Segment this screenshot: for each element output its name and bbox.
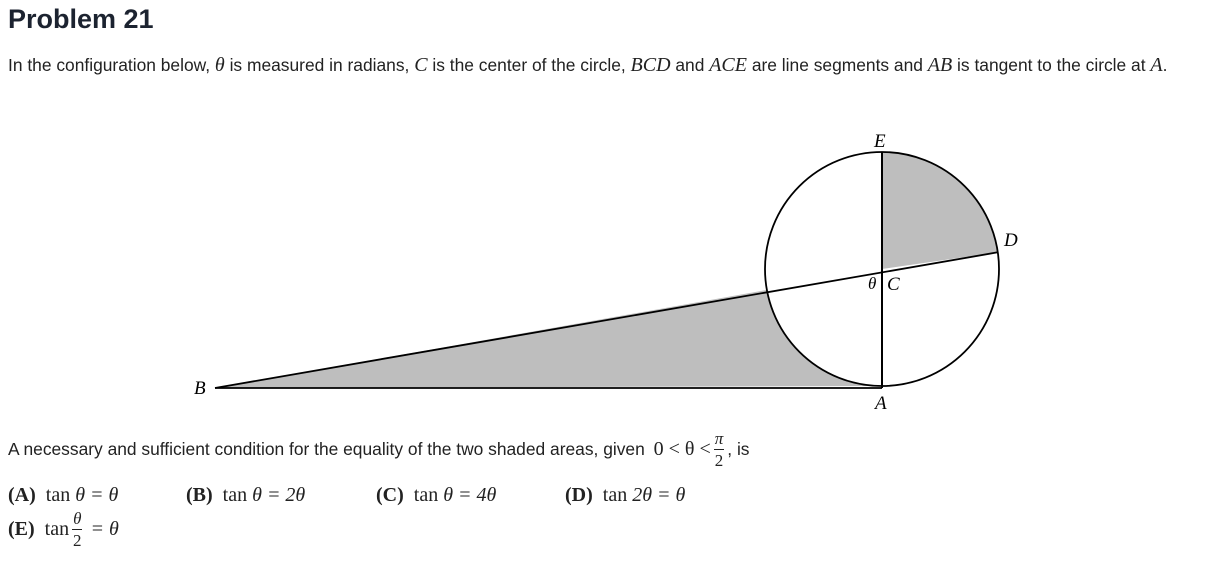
condition-tail: , is [727, 439, 750, 459]
statement-text: is tangent to the circle at [952, 55, 1151, 75]
shaded-triangle-region [215, 290, 882, 388]
math-AB: AB [927, 54, 953, 76]
choice-argument: θ [75, 484, 86, 506]
statement-text: is the center of the circle, [427, 55, 631, 75]
choice-label: (D) [565, 484, 593, 506]
choice-function: tan [45, 484, 71, 506]
label-theta: θ [868, 274, 877, 293]
statement-text: In the configuration below, [8, 55, 215, 75]
choice-rhs: = θ [85, 518, 119, 540]
math-ACE: ACE [709, 54, 747, 76]
choice-argument: θ [252, 484, 262, 506]
choice-function: tan [413, 484, 439, 506]
geometry-figure [0, 120, 1214, 420]
fraction-denominator: 2 [73, 531, 82, 550]
choice-rhs: = θ [652, 484, 686, 506]
math-BCD: BCD [630, 54, 671, 76]
choice-argument: θ [443, 484, 454, 506]
choice-function: tan [602, 484, 628, 506]
choice-function: tan [222, 484, 248, 506]
choice-B[interactable] [186, 484, 305, 507]
statement-text: is measured in radians, [224, 55, 415, 75]
fraction-denominator: 2 [714, 451, 724, 470]
choice-A[interactable] [8, 484, 118, 507]
choice-label: (E) [8, 518, 35, 540]
fraction-pi-over-2 [714, 430, 725, 469]
math-A: A [1150, 54, 1163, 76]
statement-text: . [1162, 55, 1168, 75]
condition-inequality: 0 < θ < [653, 438, 711, 460]
label-D: D [1004, 230, 1018, 251]
math-theta: θ [214, 54, 225, 76]
statement-text: and [670, 55, 710, 75]
label-E: E [874, 131, 886, 152]
label-A: A [875, 393, 887, 414]
label-B: B [194, 378, 206, 399]
fraction-numerator: π [714, 429, 724, 448]
choice-function: tan [44, 518, 70, 540]
condition-statement [8, 430, 750, 469]
choice-D[interactable] [565, 484, 685, 507]
condition-text: A necessary and sufficient condition for the equality of the two shaded areas, given [8, 439, 650, 459]
label-C: C [887, 274, 900, 295]
choice-label: (C) [376, 484, 404, 506]
choice-E[interactable] [8, 510, 119, 549]
shaded-sector [882, 152, 998, 269]
choice-label: (A) [8, 484, 36, 506]
statement-text: are line segments and [747, 55, 928, 75]
problem-statement [8, 52, 1208, 78]
fraction-numerator: θ [73, 509, 82, 528]
choice-label: (B) [186, 484, 213, 506]
choice-argument: 2θ [632, 484, 653, 506]
choice-rhs: = 4θ [453, 484, 497, 506]
choice-rhs: = 2θ [261, 484, 306, 506]
choice-rhs: = θ [85, 484, 119, 506]
choice-C[interactable] [376, 484, 496, 507]
fraction-theta-over-2 [72, 510, 82, 549]
math-C: C [414, 54, 428, 76]
problem-title: Problem 21 [8, 4, 154, 34]
